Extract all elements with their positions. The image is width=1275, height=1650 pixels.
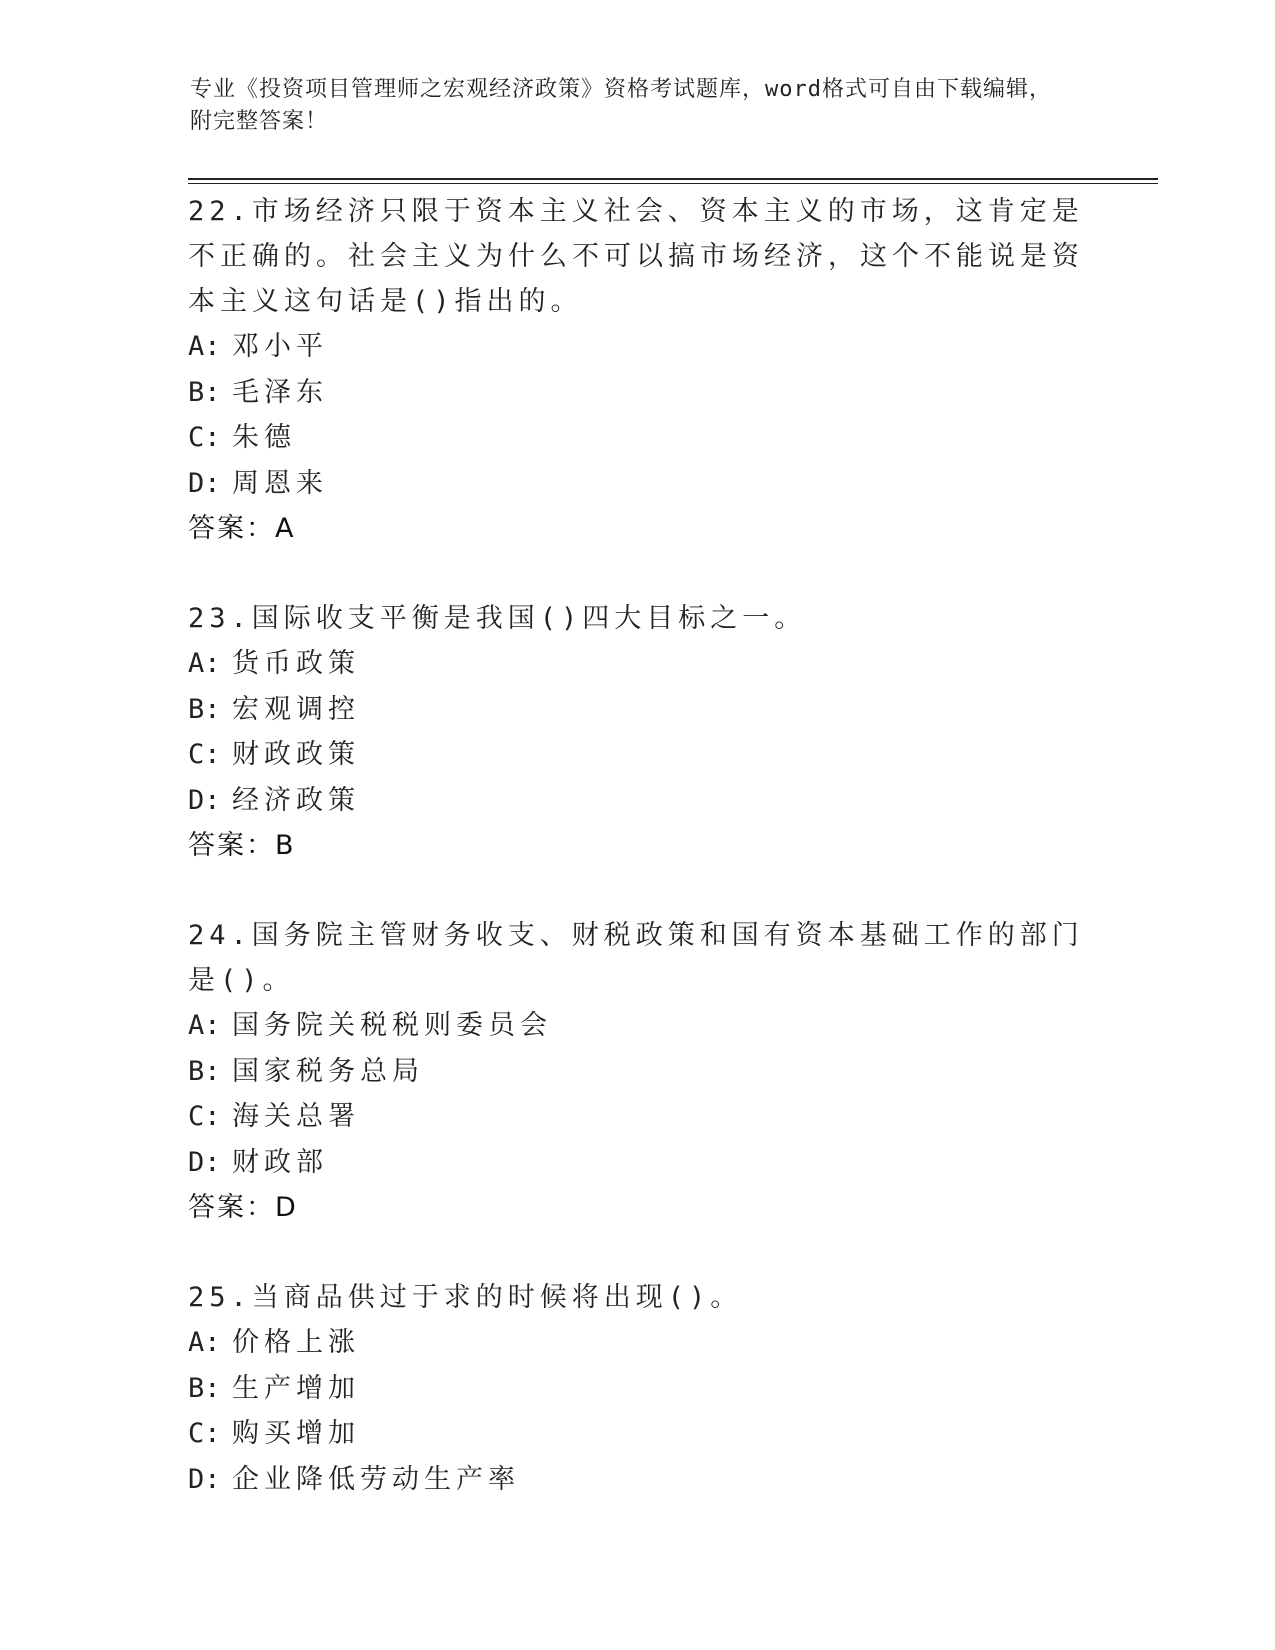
answer-line: 答案：B bbox=[188, 830, 296, 861]
option-b bbox=[188, 1049, 1088, 1095]
option-text: 周恩来 bbox=[232, 467, 328, 499]
option-text: 海关总署 bbox=[232, 1101, 360, 1132]
option-letter: C: bbox=[188, 739, 221, 770]
option-d bbox=[188, 461, 1088, 507]
option-text: 邓小平 bbox=[232, 331, 328, 362]
question-stem: 23.国际收支平衡是我国()四大目标之一。 bbox=[188, 603, 807, 634]
option-d bbox=[188, 1140, 1088, 1186]
option-b bbox=[188, 687, 1088, 733]
option-letter: A: bbox=[188, 1327, 221, 1358]
option-b bbox=[188, 1366, 1088, 1412]
option-letter: D: bbox=[188, 784, 221, 816]
option-text: 企业降低劳动生产率 bbox=[232, 1463, 520, 1495]
option-text: 价格上涨 bbox=[232, 1327, 360, 1358]
option-letter: B: bbox=[188, 693, 221, 725]
option-text: 财政部 bbox=[232, 1146, 328, 1178]
option-letter: B: bbox=[188, 376, 221, 408]
option-letter: D: bbox=[188, 1146, 221, 1178]
answer-line: 答案：D bbox=[188, 1192, 298, 1223]
option-text: 财政政策 bbox=[232, 739, 360, 770]
question-stem: 24.国务院主管财务收支、财税政策和国有资本基础工作的部门是()。 bbox=[188, 920, 1084, 996]
header-divider-thick bbox=[188, 178, 1158, 180]
option-text: 生产增加 bbox=[232, 1372, 360, 1404]
option-text: 国务院关税税则委员会 bbox=[232, 1010, 552, 1041]
option-text: 国家税务总局 bbox=[232, 1055, 424, 1087]
option-text: 货币政策 bbox=[232, 648, 360, 679]
option-letter: B: bbox=[188, 1372, 221, 1404]
question-24 bbox=[188, 913, 1088, 1231]
option-text: 购买增加 bbox=[232, 1418, 360, 1449]
question-22 bbox=[188, 189, 1088, 552]
option-a bbox=[188, 324, 1088, 370]
option-letter: D: bbox=[188, 1463, 221, 1495]
option-letter: C: bbox=[188, 422, 221, 453]
option-a bbox=[188, 641, 1088, 687]
option-text: 朱德 bbox=[232, 422, 296, 453]
option-letter: A: bbox=[188, 648, 221, 679]
option-text: 毛泽东 bbox=[232, 376, 328, 408]
question-25 bbox=[188, 1275, 1088, 1502]
option-letter: A: bbox=[188, 1010, 221, 1041]
option-letter: C: bbox=[188, 1101, 221, 1132]
option-c bbox=[188, 415, 1088, 461]
question-23 bbox=[188, 596, 1088, 869]
option-a bbox=[188, 1003, 1088, 1049]
option-a bbox=[188, 1320, 1088, 1366]
question-list bbox=[188, 189, 1088, 1546]
question-stem: 25.当商品供过于求的时候将出现()。 bbox=[188, 1282, 743, 1313]
option-c bbox=[188, 1411, 1088, 1457]
header-divider-thin bbox=[188, 183, 1158, 184]
option-d bbox=[188, 778, 1088, 824]
option-letter: C: bbox=[188, 1418, 221, 1449]
option-text: 经济政策 bbox=[232, 784, 360, 816]
question-stem: 22.市场经济只限于资本主义社会、资本主义的市场，这肯定是不正确的。社会主义为什么不可以搞市场经济，这个不能说是资本主义这句话是()指出的。 bbox=[188, 196, 1084, 317]
option-letter: B: bbox=[188, 1055, 221, 1087]
option-b bbox=[188, 370, 1088, 416]
option-letter: A: bbox=[188, 331, 221, 362]
option-d bbox=[188, 1457, 1088, 1503]
answer-line: 答案：A bbox=[188, 513, 296, 544]
option-letter: D: bbox=[188, 467, 221, 499]
option-c bbox=[188, 732, 1088, 778]
document-header: 专业《投资项目管理师之宏观经济政策》资格考试题库，word格式可自由下载编辑，附完整答案！ bbox=[190, 77, 1052, 134]
option-c bbox=[188, 1094, 1088, 1140]
option-text: 宏观调控 bbox=[232, 693, 360, 725]
